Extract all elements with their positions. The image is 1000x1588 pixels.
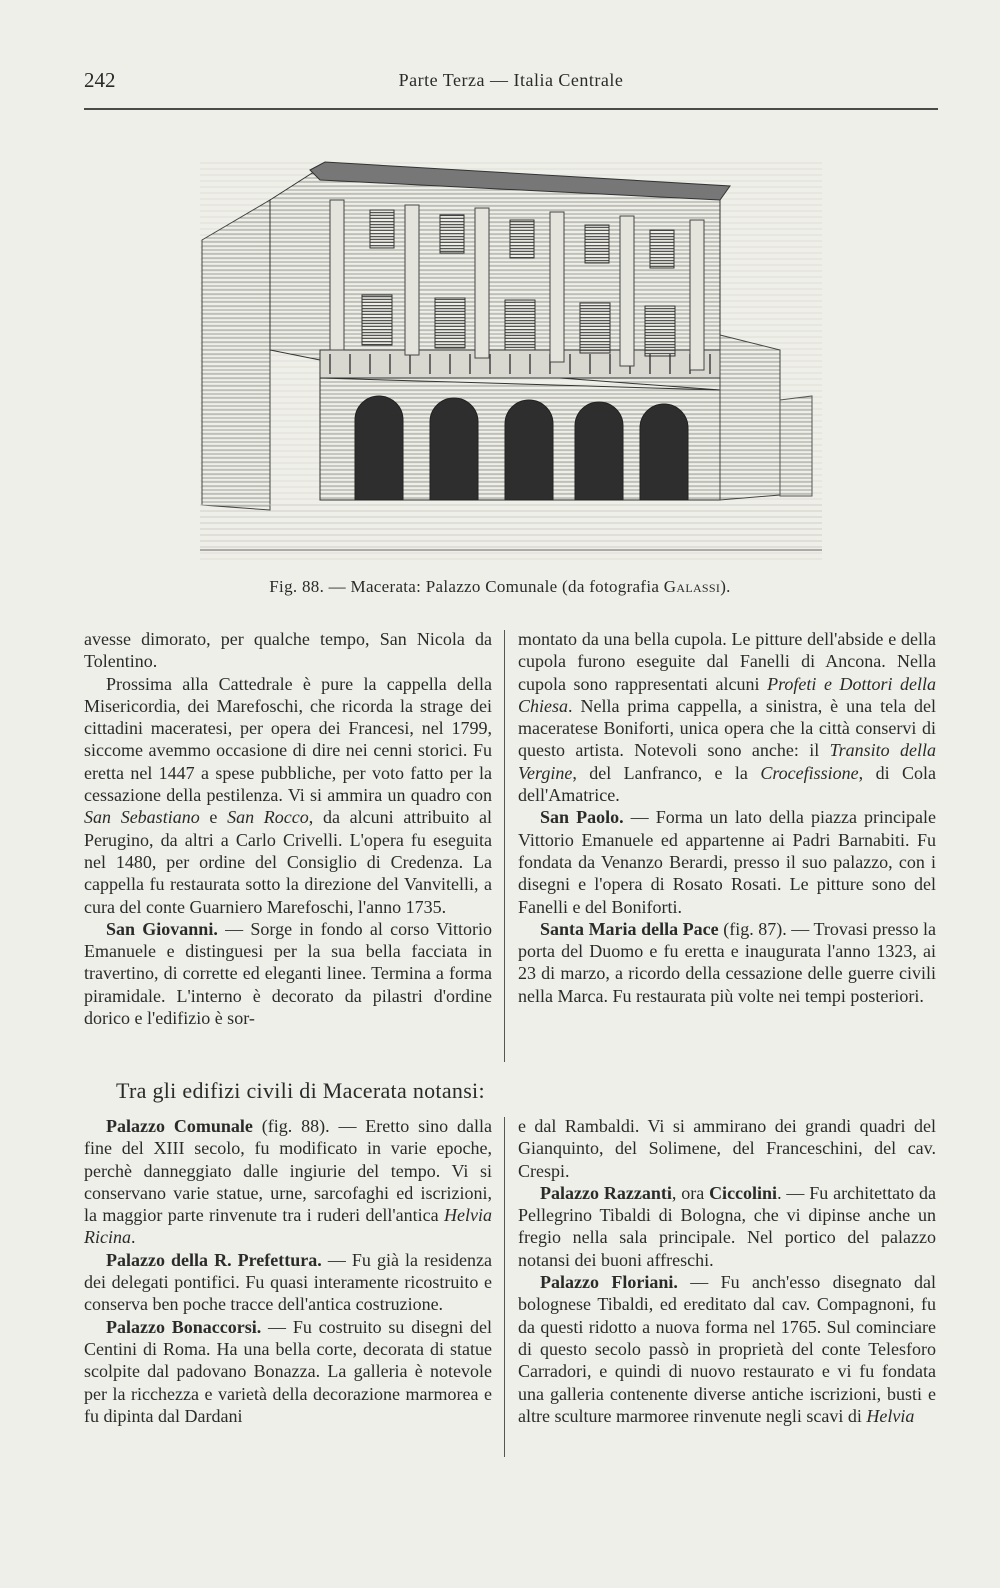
- paragraph-santa-maria: [518, 918, 936, 1007]
- right-column-lower: [518, 1115, 936, 1427]
- section-heading: Tra gli edifizi civili di Macerata notansi:: [116, 1078, 485, 1103]
- entry-heading: Palazzo della R. Prefettura.: [106, 1249, 322, 1270]
- paragraph-misericordia: [84, 673, 492, 918]
- caption-author: Galassi: [663, 577, 721, 596]
- text: .: [131, 1227, 136, 1248]
- italic-text: Helvia: [866, 1405, 915, 1426]
- entry-heading: Ciccolini: [709, 1182, 778, 1203]
- paragraph: e dal Rambaldi. Vi si ammirano dei grandi quadri del Gianquinto, del Solimene, del Franceschini, del cav. Crespi.: [518, 1116, 936, 1181]
- page-header: [84, 68, 938, 98]
- text: , ora: [671, 1182, 710, 1203]
- text: , da alcuni attribuito al Perugino, da altri a Carlo Crivelli. L'opera fu eseguita nel 1480, per ordine del Consiglio di Credenza. La cappella fu restaurata sotto la direzione del Vanvitelli, a cura del conte Guarniero Marefoschi, l'anno 1735.: [84, 807, 492, 917]
- entry-heading: San Giovanni.: [106, 918, 218, 939]
- column-divider: [504, 630, 505, 1062]
- left-column-upper: [84, 628, 492, 1029]
- italic-text: Profeti e Dottori della Chiesa: [518, 673, 937, 716]
- italic-text: San Rocco: [227, 807, 309, 828]
- caption-text: Fig. 88. — Macerata: Palazzo Comunale (da fotografia: [269, 577, 664, 596]
- paragraph-palazzo-comunale: [84, 1115, 492, 1249]
- italic-text: San Sebastiano: [84, 807, 200, 828]
- entry-heading: Santa Maria della Pace: [540, 918, 719, 939]
- text: (fig. 87). — Trovasi presso la porta del Duomo e fu eretta e inaugurata l'anno 1323, ai 23 di marzo, a ricordo della cessazione delle guerre civili nella Marca. Fu restaurata più volte nei tempi posteriori.: [518, 918, 936, 1006]
- paragraph-prefettura: [84, 1249, 492, 1316]
- paragraph: avesse dimorato, per qualche tempo, San Nicola da Tolentino.: [84, 629, 492, 672]
- text: , di Cola dell'Amatrice.: [518, 762, 937, 806]
- text: montato da una bella cupola. Le pitture dell'abside e della cupola furono eseguite dal Fanelli di Ancona. Nella cupola sono rappresentati alcuni: [518, 629, 936, 694]
- entry-heading: Palazzo Razzanti: [540, 1182, 672, 1203]
- paragraph-razzanti: [518, 1182, 936, 1271]
- paragraph: [518, 628, 936, 806]
- header-rule: [84, 108, 938, 110]
- column-divider: [504, 1117, 505, 1457]
- text: — Fu già la residenza dei delegati pontifici. Fu quasi interamente ricostruito e conserva ben poche tracce dell'antica costruzione.: [84, 1249, 492, 1315]
- text: , del Lanfranco, e la: [572, 762, 761, 783]
- italic-text: Crocefissione: [760, 762, 859, 783]
- italic-text: Helvia Ricina: [84, 1205, 492, 1248]
- paragraph-san-paolo: [518, 806, 936, 917]
- running-head: Parte Terza — Italia Centrale: [398, 70, 624, 90]
- entry-heading: San Paolo.: [540, 807, 624, 828]
- text: — Forma un lato della piazza principale Vittorio Emanuele ed appartenne ai Padri Barnabiti. Fu fondata da Venanzo Berardi, presso il suo palazzo, con i disegni e l'opera di Rosato Rosati. Le pitture sono del Fanelli e del Boniforti.: [518, 807, 936, 917]
- left-column-lower: [84, 1115, 492, 1427]
- italic-text: Transito della Vergine: [518, 740, 936, 783]
- text: — Fu anch'esso disegnato dal bolognese Tibaldi, ed ereditato dal cav. Compagnoni, fu da questi ridotto a nuova forma nel 1765. Sul cominciare di questo secolo passò in proprietà del conte Telesforo Carradori, e quindi di nuovo restaurato e vi fu fondata una galleria contenente diverse antiche iscrizioni, busti e altre sculture marmoree rinvenute negli scavi di: [518, 1272, 936, 1426]
- page-number: 242: [84, 68, 116, 92]
- text: (fig. 88). — Eretto sino dalla fine del XIII secolo, fu modificato in varie epoche, perchè danneggiato dalle ingiurie del tempo. Vi si conservano varie statue, urne, sarcofaghi ed iscrizioni, la maggior parte rinvenute tra i ruderi dell'antica: [84, 1116, 493, 1226]
- entry-heading: Palazzo Floriani.: [540, 1272, 678, 1293]
- text: Prossima alla Cattedrale è pure la cappella della Misericordia, dei Marefoschi, che ricorda la strage dei cittadini maceratesi, per opera dei Francesi, nel 1799, siccome avemmo occasione di dire nei cenni storici. Fu eretta nel 1447 a spese pubbliche, per voto fatto per la cessazione della pestilenza. Vi si ammira un quadro con: [84, 673, 492, 806]
- palazzo-comunale-engraving: [200, 160, 822, 560]
- paragraph-floriani: [518, 1271, 936, 1427]
- entry-heading: Palazzo Bonaccorsi.: [106, 1316, 262, 1337]
- entry-heading: Palazzo Comunale: [106, 1116, 253, 1136]
- figure-caption: [0, 577, 1000, 597]
- right-column-upper: [518, 628, 936, 1007]
- text: e: [199, 807, 228, 828]
- text: . — Fu architettato da Pellegrino Tibaldi di Bologna, che vi dipinse anche un fregio nella sala principale. Nel portico del palazzo notansi dei buoni affreschi.: [518, 1182, 936, 1270]
- text: . Nella prima cappella, a sinistra, è una tela del maceratese Boniforti, unica opera che la città conservi di questo artista. Notevoli sono anche: il: [518, 695, 936, 761]
- paragraph-san-giovanni: [84, 918, 492, 1029]
- paragraph-bonaccorsi: [84, 1316, 492, 1427]
- text: — Fu costruito su disegni del Centini di Roma. Ha una bella corte, decorata di statue scolpite dal padovano Bonazza. La galleria è notevole per la ricchezza e varietà della decorazione marmorea e fu dipinta dal Dardani: [84, 1316, 492, 1426]
- text: — Sorge in fondo al corso Vittorio Emanuele e distinguesi per la sua bella facciata in travertino, di corrette ed eleganti linee. Termina a forma piramidale. L'interno è decorato da pilastri d'ordine dorico e l'edifizio è sor-: [84, 918, 493, 1029]
- caption-end: ).: [720, 577, 731, 596]
